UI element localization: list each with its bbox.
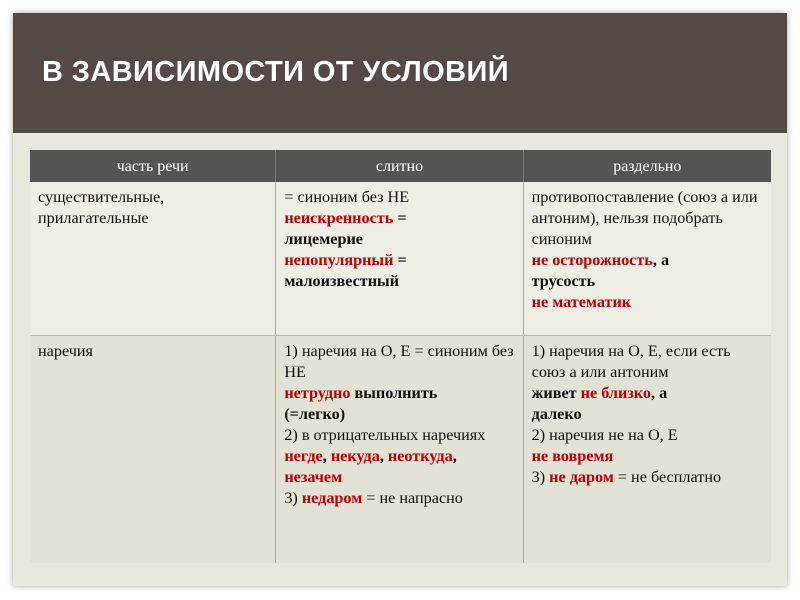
example-word: нетрудно [284,384,351,402]
cell-part-of-speech: существительные, прилагательные [30,182,276,336]
rule-text: = не бесплатно [613,468,722,486]
example-word: незачем [284,468,343,486]
separator: , [322,447,331,465]
header-together: слитно [276,150,523,182]
example-text: трусость [531,272,596,290]
example-text: живет [531,384,581,402]
example-text: = [393,209,407,227]
separator: , [379,447,388,465]
example-word: неоткуда [387,447,453,465]
rules-table [30,150,771,563]
example-word: не даром [549,468,614,486]
example-text: лицемерие [284,230,363,248]
slide-title: В ЗАВИСИМОСТИ ОТ УСЛОВИЙ [42,56,509,88]
example-word: не осторожность [531,251,653,269]
header-part-of-speech: часть речи [30,150,276,182]
table-row [30,336,771,564]
cell-together-rule [276,182,523,336]
rule-text: 2) наречия не на О, Е [531,426,678,444]
example-text: , а [652,251,670,269]
example-word: непопулярный [284,251,394,269]
example-word: не вовремя [531,447,614,465]
example-word: неискренность [284,209,394,227]
example-text: = [393,251,407,269]
rule-text: 3) [284,489,302,507]
example-word: не математик [531,293,632,311]
example-word: не близко [580,384,652,402]
rule-text: 1) наречия на О, Е = синоним без НЕ [284,342,514,381]
example-text: (=легко) [284,405,346,423]
rule-text: 1) наречия на О, Е, если есть союз а или антоним [531,342,731,381]
example-text: малоизвестный [284,272,400,290]
example-text: далеко [531,405,582,423]
example-word: некуда [330,447,380,465]
rule-text: противопоставление (союз а или антоним), нельзя подобрать синоним [531,188,758,248]
example-text: выполнить [350,384,438,402]
rule-text: 2) в отрицательных наречиях [284,426,486,444]
cell-part-of-speech: наречия [30,336,276,564]
separator: , [452,447,457,465]
example-word: недаром [301,489,363,507]
rule-text: = синоним без НЕ [284,188,410,206]
rule-text: = не напрасно [362,489,463,507]
cell-together-rule [276,336,523,564]
cell-separately-rule [523,336,771,564]
header-separately: раздельно [523,150,771,182]
cell-separately-rule [523,182,771,336]
example-text: , а [651,384,668,402]
example-word: негде [284,447,323,465]
rule-text: 3) [531,468,550,486]
table-header-row [30,150,771,182]
table-row [30,182,771,336]
